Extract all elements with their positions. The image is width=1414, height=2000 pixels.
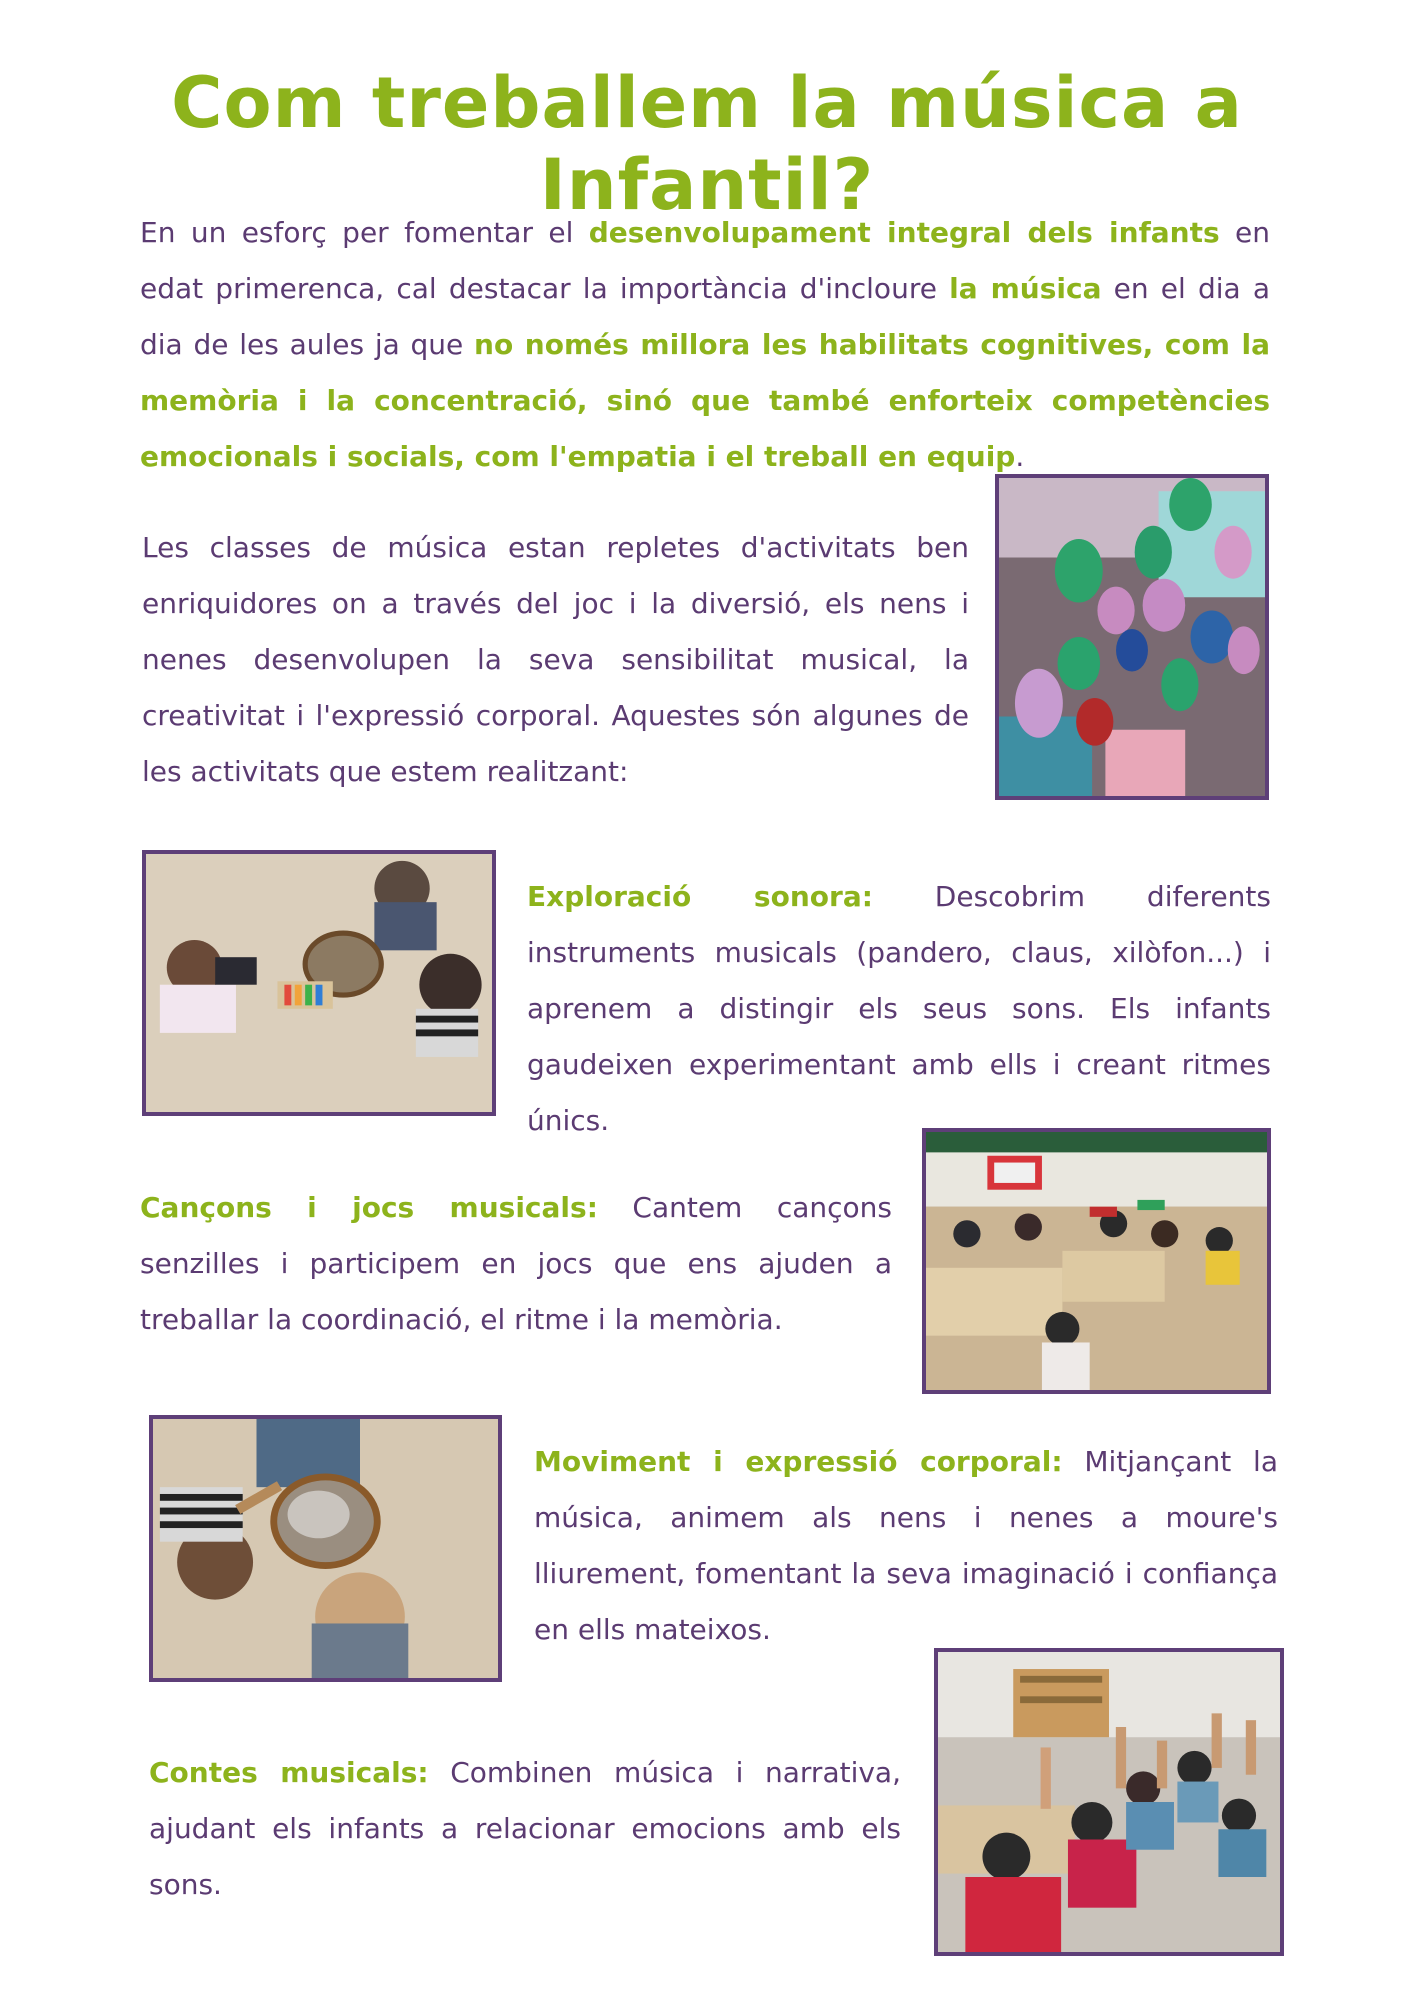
- photo-classroom-songs: [922, 1128, 1271, 1394]
- activity-songs: [140, 1180, 892, 1348]
- activity-songs-text: Cantem cançons senzilles i participem en jocs que ens ajuden a treballar la coordinació, el ritme i la memòria.: [140, 1191, 892, 1336]
- classes-paragraph: Les classes de música estan repletes d'activitats ben enriquidores on a través del joc i la diversió, els nens i nenes desenvolupen la seva sensibilitat musical, la creativitat i l'expressió corporal. Aquestes són algunes de les activitats que estem realitzant:: [142, 531, 969, 788]
- activity-movement-text: Mitjançant la música, animem als nens i nenes a moure's lliurement, fomentant la seva imaginació i confiança en ells mateixos.: [534, 1445, 1278, 1646]
- activity-exploration-heading: Exploració sonora:: [527, 880, 873, 913]
- intro-text-1: En un esforç per fomentar el: [140, 216, 589, 249]
- photo-sound-exploration: [142, 850, 496, 1116]
- activity-movement-heading: Moviment i expressió corporal:: [534, 1445, 1063, 1478]
- photo-musical-stories: [934, 1648, 1284, 1956]
- activity-movement: [534, 1434, 1278, 1658]
- intro-text-2: en edat primerenca, cal destacar la importància d'incloure: [140, 216, 1270, 305]
- intro-text-3: en el dia a dia de les aules ja que: [140, 272, 1270, 361]
- intro-paragraph: [140, 205, 1270, 485]
- activity-exploration-text: Descobrim diferents instruments musicals (pandero, claus, xilòfon...) i aprenem a distingir els seus sons. Els infants gaudeixen experimentant amb ells i creant ritmes únics.: [527, 880, 1271, 1137]
- page-title: Com treballem la música a Infantil?: [171, 62, 1243, 226]
- intro-highlight-3: no només millora les habilitats cognitives, com la memòria i la concentració, sinó que també enforteix competències emocionals i socials, com l'empatia i el treball en equip: [140, 328, 1270, 473]
- intro-highlight-2: la música: [949, 272, 1102, 305]
- activity-exploration: [527, 869, 1271, 1149]
- intro-highlight-1: desenvolupament integral dels infants: [588, 216, 1220, 249]
- activity-stories-heading: Contes musicals:: [149, 1756, 429, 1789]
- activity-stories: [149, 1745, 901, 1913]
- intro-text-4: .: [1015, 440, 1025, 473]
- photo-egg-shakers: [995, 474, 1269, 800]
- activity-songs-heading: Cançons i jocs musicals:: [140, 1191, 598, 1224]
- activity-stories-text: Combinen música i narrativa, ajudant els infants a relacionar emocions amb els sons.: [149, 1756, 901, 1901]
- photo-movement: [149, 1415, 502, 1682]
